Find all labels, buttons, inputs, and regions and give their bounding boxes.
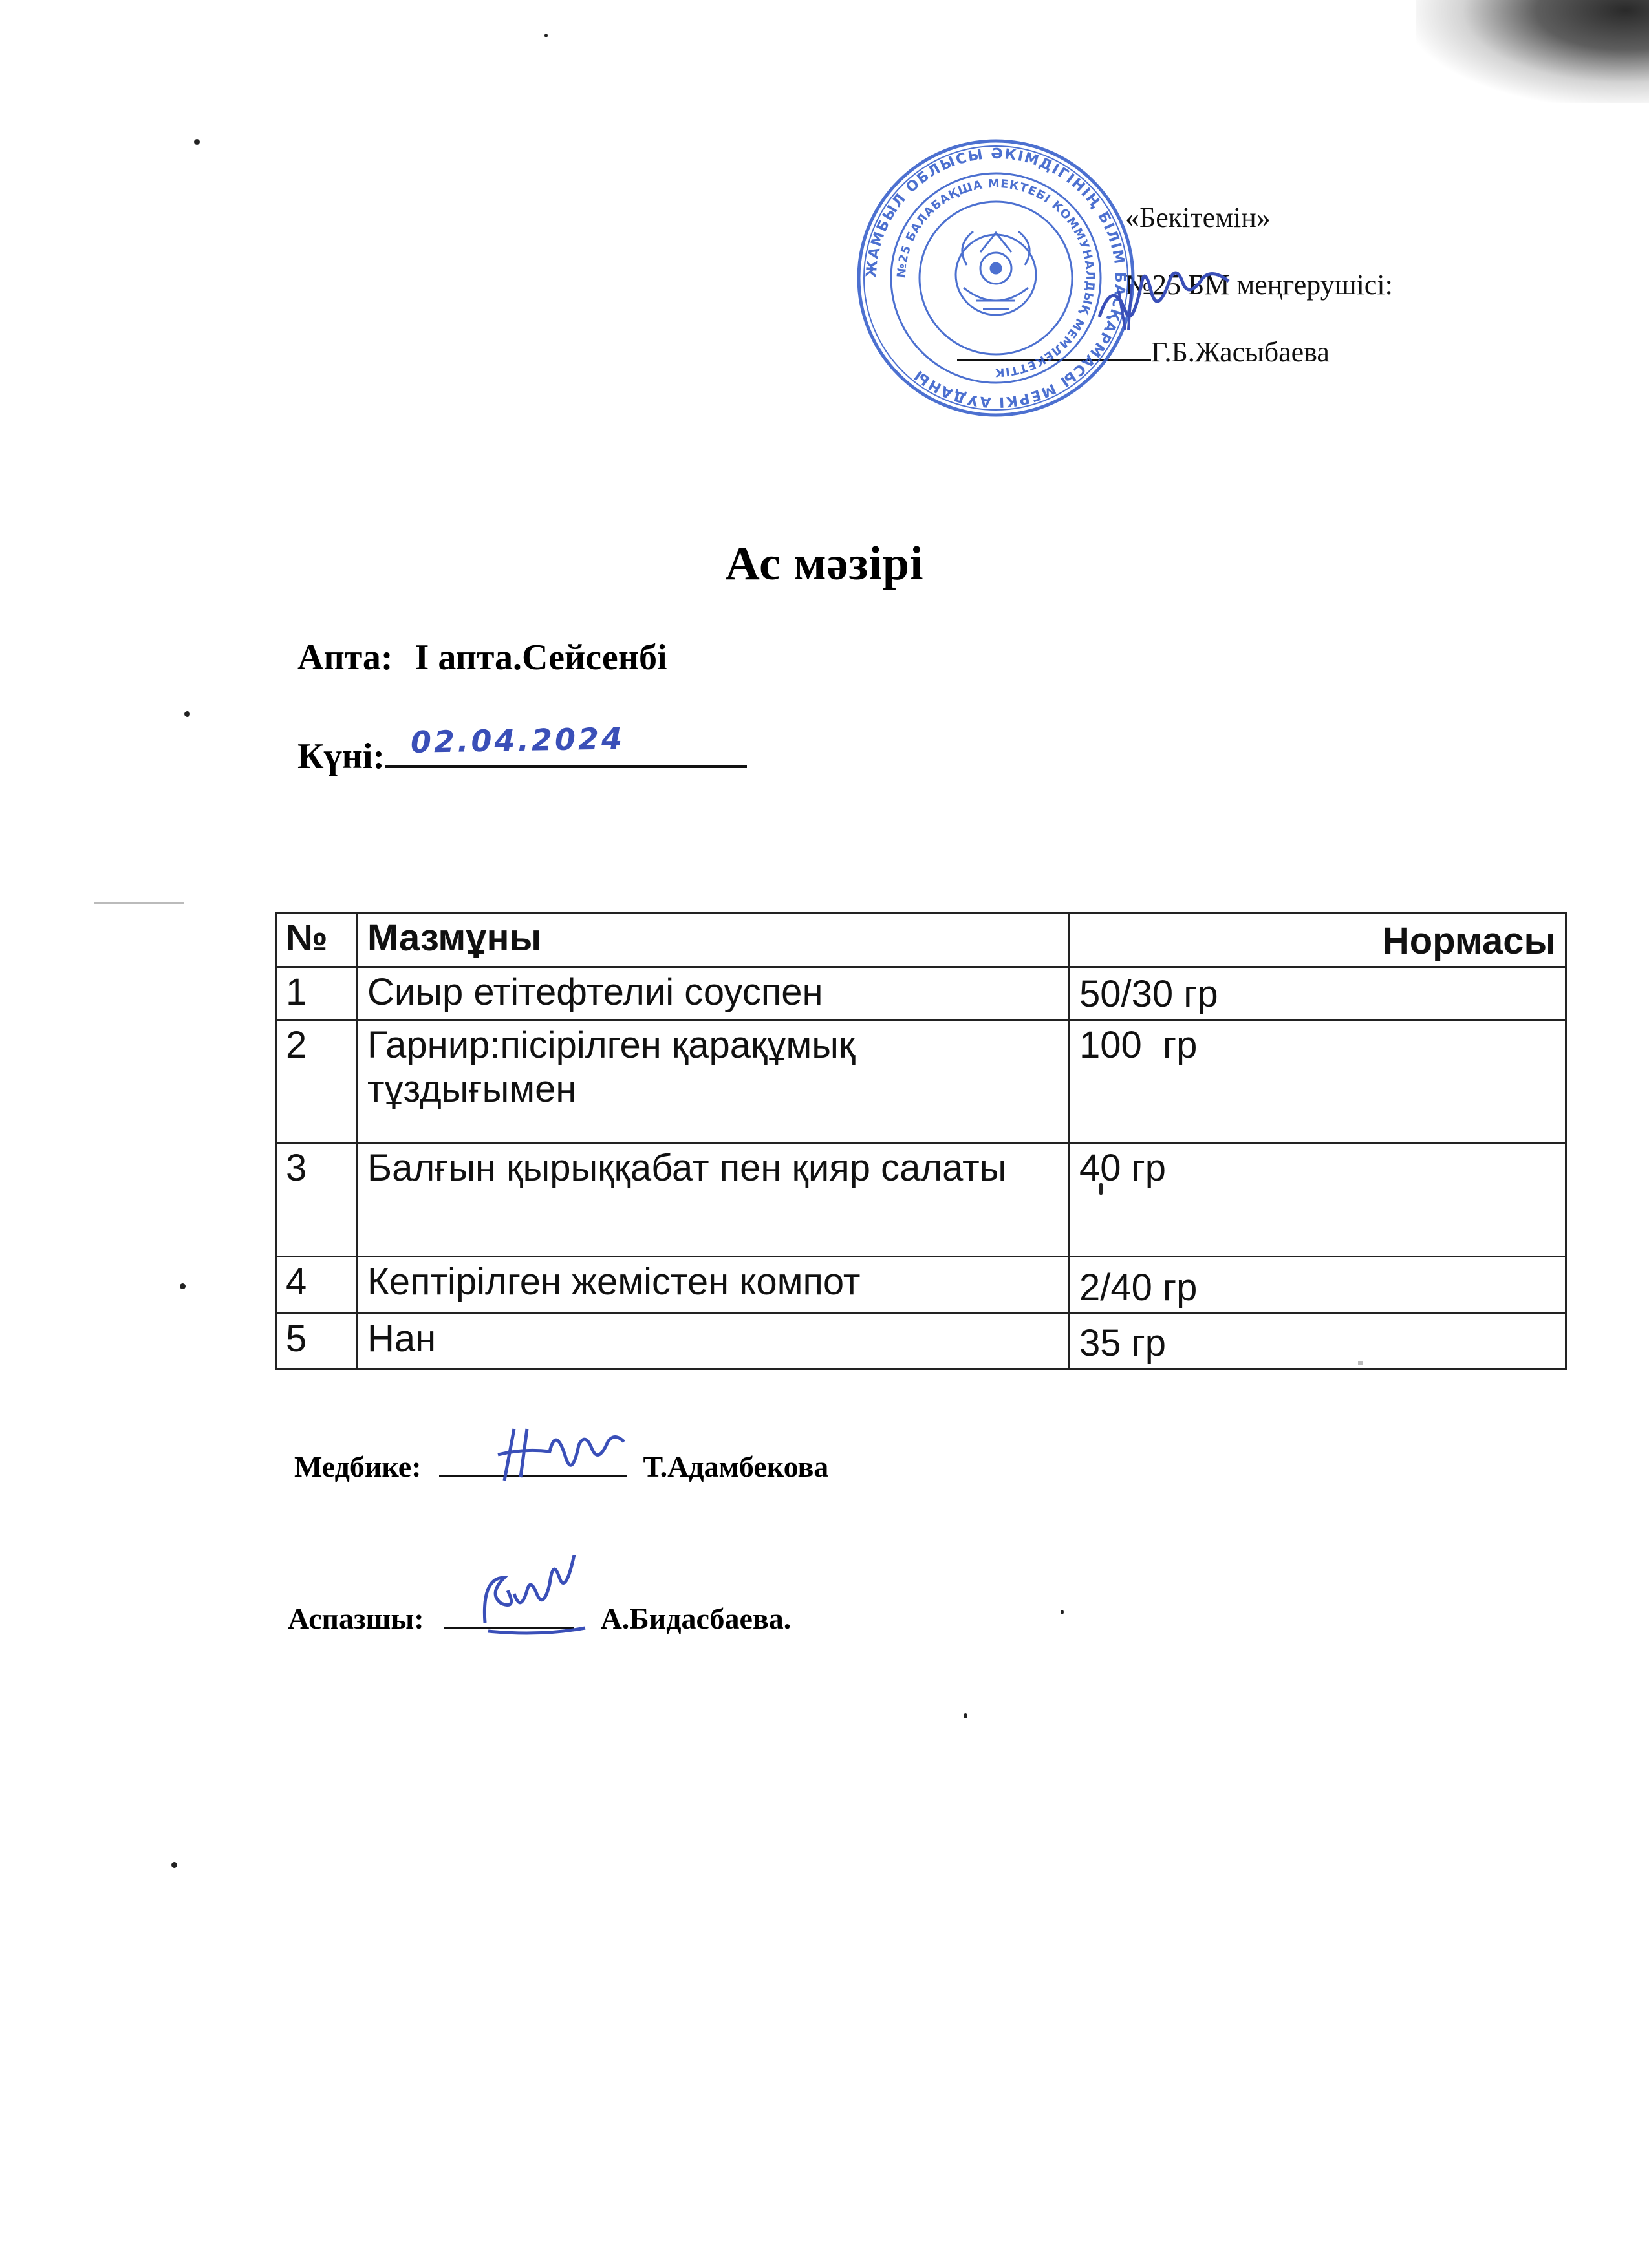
medic-label: Медбике: bbox=[294, 1450, 422, 1483]
emblem-icon bbox=[956, 231, 1036, 315]
scan-speck bbox=[1061, 1610, 1064, 1614]
table-row bbox=[276, 1020, 1566, 1143]
approval-position: №25 БМ меңгерушісі: bbox=[1125, 269, 1393, 301]
week-label: Апта: bbox=[297, 637, 393, 678]
medic-name: Т.Адамбекова bbox=[643, 1450, 829, 1483]
header-norm: Нормасы bbox=[1070, 913, 1566, 967]
scan-speck bbox=[544, 34, 548, 37]
date-field bbox=[385, 721, 747, 768]
approval-title: «Бекітемін» bbox=[1125, 202, 1271, 233]
row-number: 1 bbox=[276, 967, 358, 1020]
row-dish: Нан bbox=[358, 1314, 1070, 1369]
week-value: І апта.Сейсенбі bbox=[415, 637, 667, 678]
scan-speck bbox=[180, 1283, 186, 1289]
row-number: 3 bbox=[276, 1143, 358, 1257]
row-norm: 40 гр bbox=[1070, 1143, 1566, 1257]
menu-table bbox=[275, 912, 1567, 1370]
scan-speck bbox=[194, 139, 200, 145]
medic-signature bbox=[491, 1419, 640, 1490]
scan-line bbox=[94, 902, 184, 904]
table-header-row bbox=[276, 913, 1566, 967]
row-dish: Сиыр етітефтелиі соуспен bbox=[358, 967, 1070, 1020]
week-row bbox=[297, 637, 667, 678]
row-number: 4 bbox=[276, 1257, 358, 1314]
cook-signature bbox=[475, 1555, 605, 1639]
header-content: Мазмұны bbox=[358, 913, 1070, 967]
stamp-inner-text: №25 БАЛАБАҚША МЕКТЕБІ КОММУНАЛДЫҚ МЕМЛЕКЕТТІК bbox=[894, 177, 1097, 380]
scan-speck bbox=[184, 711, 190, 717]
row-norm: 100 гр bbox=[1070, 1020, 1566, 1143]
stamp-outer-text: ЖАМБЫЛ ОБЛЫСЫ ӘКІМДІГІНІҢ БІЛІМ БАСҚАРМАСЫ МЕРКІ АУДАНЫ bbox=[863, 145, 1128, 411]
scan-speck bbox=[171, 1862, 177, 1868]
row-dish: Балғын қырыққабат пен қияр салаты bbox=[358, 1143, 1070, 1257]
row-number: 5 bbox=[276, 1314, 358, 1369]
scan-speck bbox=[964, 1713, 967, 1718]
header-number: № bbox=[276, 913, 358, 967]
date-row bbox=[297, 721, 747, 777]
date-value: 02.04.2024 bbox=[410, 721, 625, 760]
row-norm: 2/40 гр bbox=[1070, 1257, 1566, 1314]
approval-name: Г.Б.Жасыбаева bbox=[1151, 336, 1330, 368]
row-norm: 35 гр bbox=[1070, 1314, 1566, 1369]
approver-signature bbox=[1093, 265, 1235, 336]
table-row bbox=[276, 967, 1566, 1020]
table-row bbox=[276, 1314, 1566, 1369]
row-number: 2 bbox=[276, 1020, 358, 1143]
row-dish: Кептірілген жемістен компот bbox=[358, 1257, 1070, 1314]
date-label: Күні: bbox=[297, 736, 385, 776]
table-row bbox=[276, 1143, 1566, 1257]
scan-smudge bbox=[1416, 0, 1649, 103]
page-title: Ас мәзірі bbox=[725, 537, 924, 590]
table-row bbox=[276, 1257, 1566, 1314]
svg-text:№25 БАЛАБАҚША МЕКТЕБІ КОММУНАЛ bbox=[895, 177, 1097, 379]
row-norm: 50/30 гр bbox=[1070, 967, 1566, 1020]
cook-name: А.Бидасбаева. bbox=[600, 1602, 792, 1635]
row-dish: Гарнир:пісірілген қарақұмық тұздығымен bbox=[358, 1020, 1070, 1143]
cook-label: Аспазшы: bbox=[288, 1602, 424, 1635]
